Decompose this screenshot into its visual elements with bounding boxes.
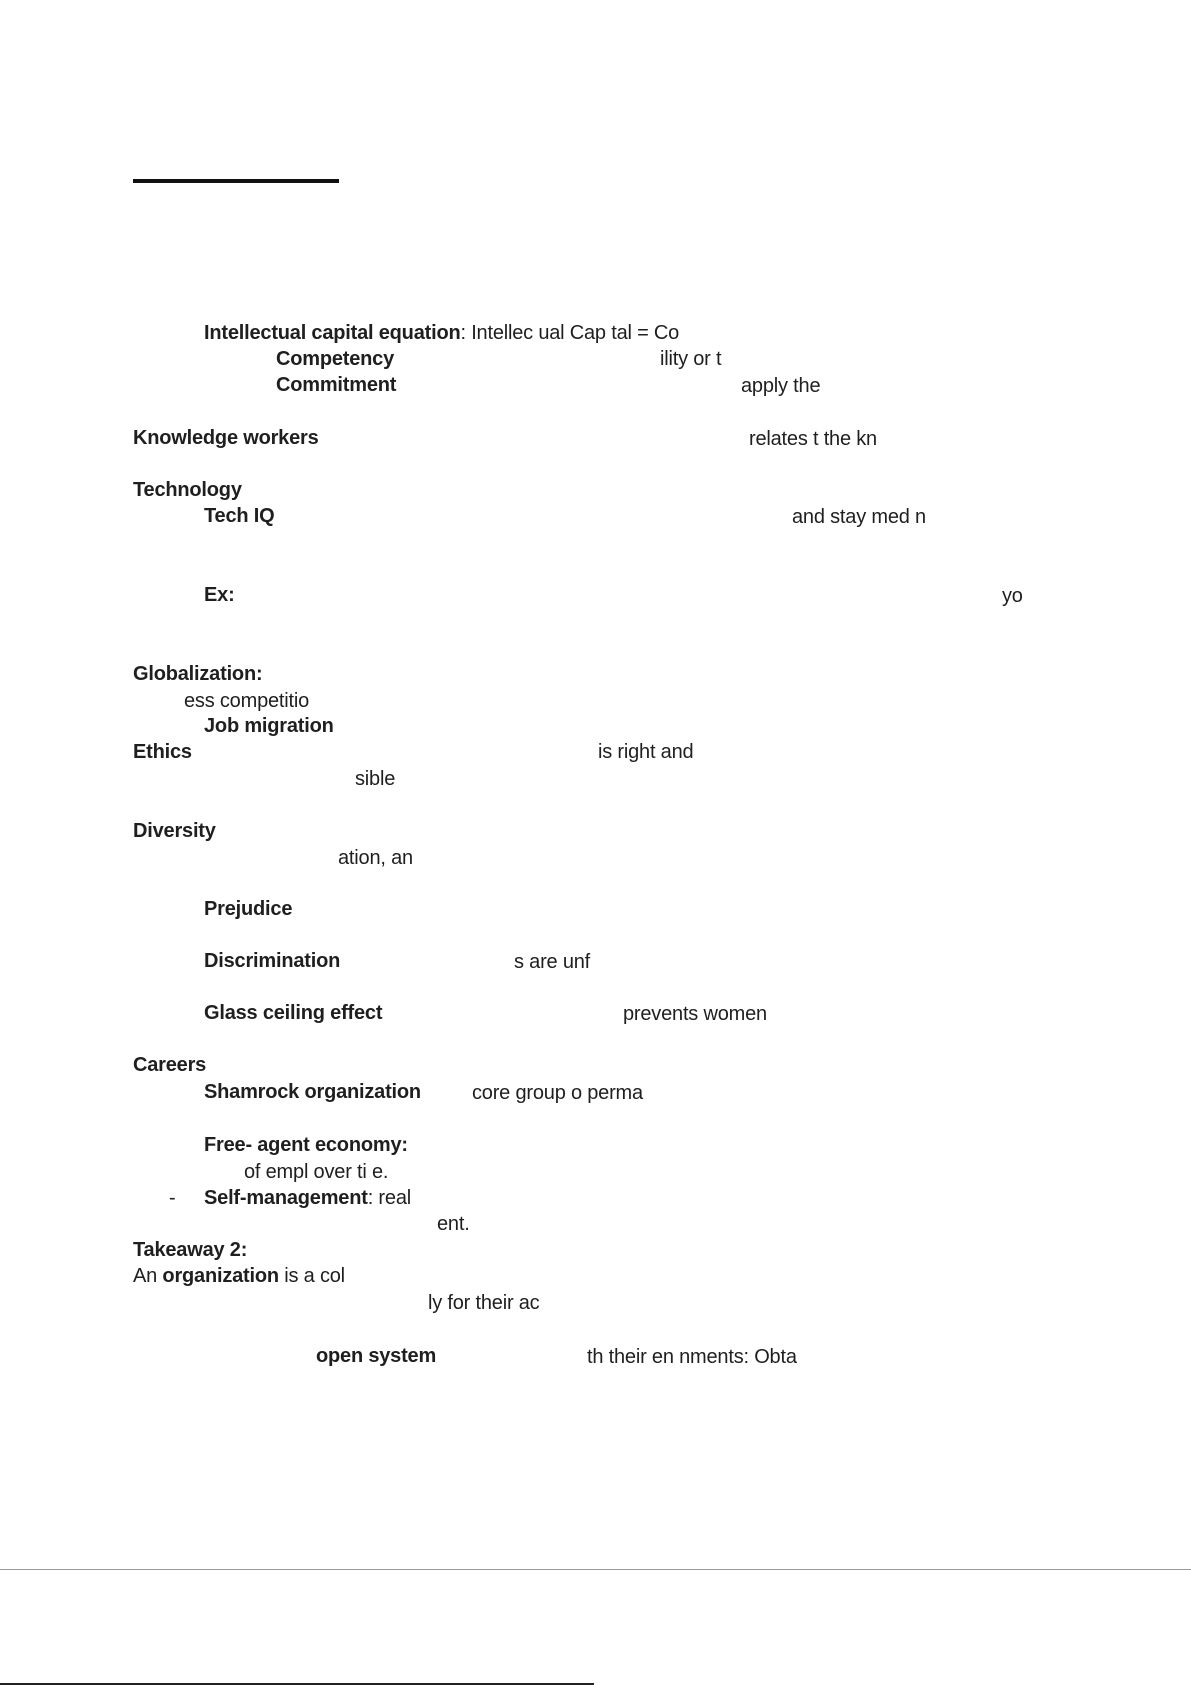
organization-lead: An [133, 1265, 163, 1287]
diversity-text: ation, an [338, 847, 413, 869]
term-self-management: Self-management [204, 1187, 368, 1209]
commitment-text: apply the [741, 375, 821, 397]
intellectual-capital-line [204, 321, 679, 345]
term-free-agent: Free- agent economy: [204, 1134, 408, 1156]
heading-globalization: Globalization: [133, 663, 263, 685]
title-underline [133, 179, 339, 183]
ethics-text: is right and [598, 741, 694, 763]
ethics-text-2: sible [355, 768, 396, 790]
heading-takeaway-2: Takeaway 2: [133, 1239, 248, 1261]
term-organization: organization [162, 1265, 279, 1287]
term-intellectual-capital: Intellectual capital equation [204, 322, 461, 344]
term-example: Ex: [204, 584, 235, 606]
shamrock-text: core group o perma [472, 1082, 643, 1104]
term-competency: Competency [276, 348, 395, 370]
competency-line [276, 347, 394, 371]
commitment-line [276, 373, 396, 397]
self-management-line [204, 1186, 411, 1210]
term-glass-ceiling: Glass ceiling effect [204, 1002, 383, 1024]
bullet-dash: - [169, 1187, 176, 1209]
heading-diversity: Diversity [133, 820, 216, 842]
term-knowledge-workers: Knowledge workers [133, 427, 319, 449]
competency-text: ility or t [660, 348, 722, 370]
knowledge-workers-text: relates t the kn [749, 428, 877, 450]
organization-text: is a col [278, 1265, 345, 1287]
text-intellectual-capital: : Intellec ual Cap tal = Co [460, 322, 680, 344]
term-commitment: Commitment [276, 374, 397, 396]
heading-technology: Technology [133, 479, 242, 501]
example-text: yo [1002, 585, 1023, 607]
organization-text-2: ly for their ac [428, 1292, 540, 1314]
self-management-text-2: ent. [437, 1213, 470, 1235]
heading-careers: Careers [133, 1054, 207, 1076]
term-shamrock: Shamrock organization [204, 1081, 421, 1103]
term-prejudice: Prejudice [204, 898, 293, 920]
tech-iq-text: and stay med n [792, 506, 926, 528]
self-management-text: : real [367, 1187, 411, 1209]
term-job-migration: Job migration [204, 715, 334, 737]
free-agent-text: of empl over ti e. [244, 1161, 389, 1183]
term-discrimination: Discrimination [204, 950, 341, 972]
glass-ceiling-text: prevents women [623, 1003, 767, 1025]
term-tech-iq: Tech IQ [204, 505, 275, 527]
globalization-text: ess competitio [184, 690, 310, 712]
term-open-system: open system [316, 1345, 437, 1367]
discrimination-text: s are unf [514, 951, 591, 973]
open-system-text: th their en nments: Obta [587, 1346, 797, 1368]
organization-line [133, 1264, 345, 1288]
page-divider [0, 1569, 1191, 1570]
heading-ethics: Ethics [133, 741, 192, 763]
